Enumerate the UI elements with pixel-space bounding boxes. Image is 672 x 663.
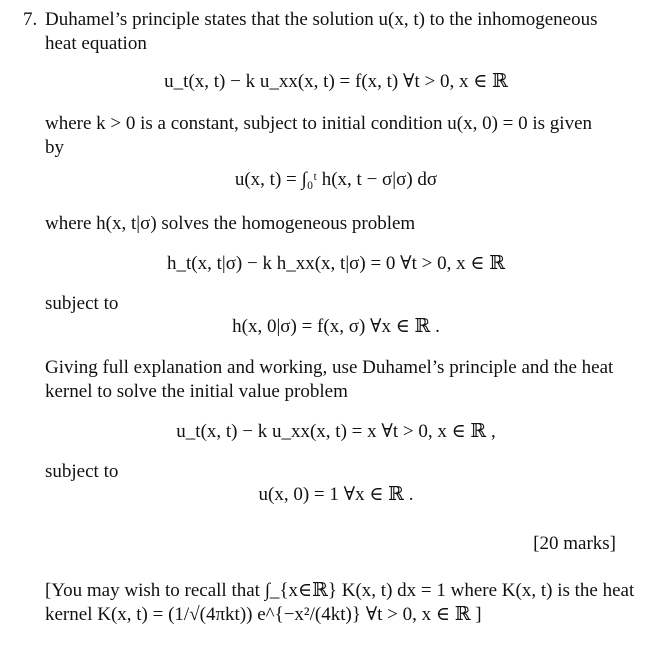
- question-number: 7.: [23, 9, 38, 30]
- equation-ivp-initial-condition: u(x, 0) = 1 ∀x ∈ ℝ .: [258, 484, 414, 505]
- subject-to-label-2: subject to: [45, 461, 119, 482]
- hint-line-1: [You may wish to recall that ∫_{x∈ℝ} K(x, t) dx = 1 where K(x, t) is the heat: [45, 580, 635, 601]
- homogeneous-intro-line: where h(x, t|σ) solves the homogeneous problem: [45, 213, 416, 234]
- equation-homogeneous-heat: h_t(x, t|σ) − k h_xx(x, t|σ) = 0 ∀t > 0, x ∈ ℝ: [167, 253, 505, 274]
- subject-to-label-1: subject to: [45, 293, 119, 314]
- task-line-1: Giving full explanation and working, use Duhamel’s principle and the heat: [45, 357, 614, 378]
- equation-ivp: u_t(x, t) − k u_xx(x, t) = x ∀t > 0, x ∈ ℝ ,: [176, 421, 496, 442]
- hint-line-2: kernel K(x, t) = (1/√(4πkt)) e^{−x²/(4kt)} ∀t > 0, x ∈ ℝ ]: [45, 604, 482, 625]
- where-line-1: where k > 0 is a constant, subject to initial condition u(x, 0) = 0 is given: [45, 113, 593, 134]
- equation-inhomogeneous-heat: u_t(x, t) − k u_xx(x, t) = f(x, t) ∀t > 0, x ∈ ℝ: [164, 71, 508, 92]
- marks-label: [20 marks]: [533, 533, 616, 554]
- where-line-2: by: [45, 137, 64, 158]
- intro-line-2: heat equation: [45, 33, 147, 54]
- equation-duhamel-integral: u(x, t) = ∫₀ᵗ h(x, t − σ|σ) dσ: [234, 169, 438, 190]
- task-line-2: kernel to solve the initial value problem: [45, 381, 348, 402]
- equation-homogeneous-initial-condition: h(x, 0|σ) = f(x, σ) ∀x ∈ ℝ .: [232, 316, 440, 337]
- intro-line-1: Duhamel’s principle states that the solution u(x, t) to the inhomogeneous: [45, 9, 598, 30]
